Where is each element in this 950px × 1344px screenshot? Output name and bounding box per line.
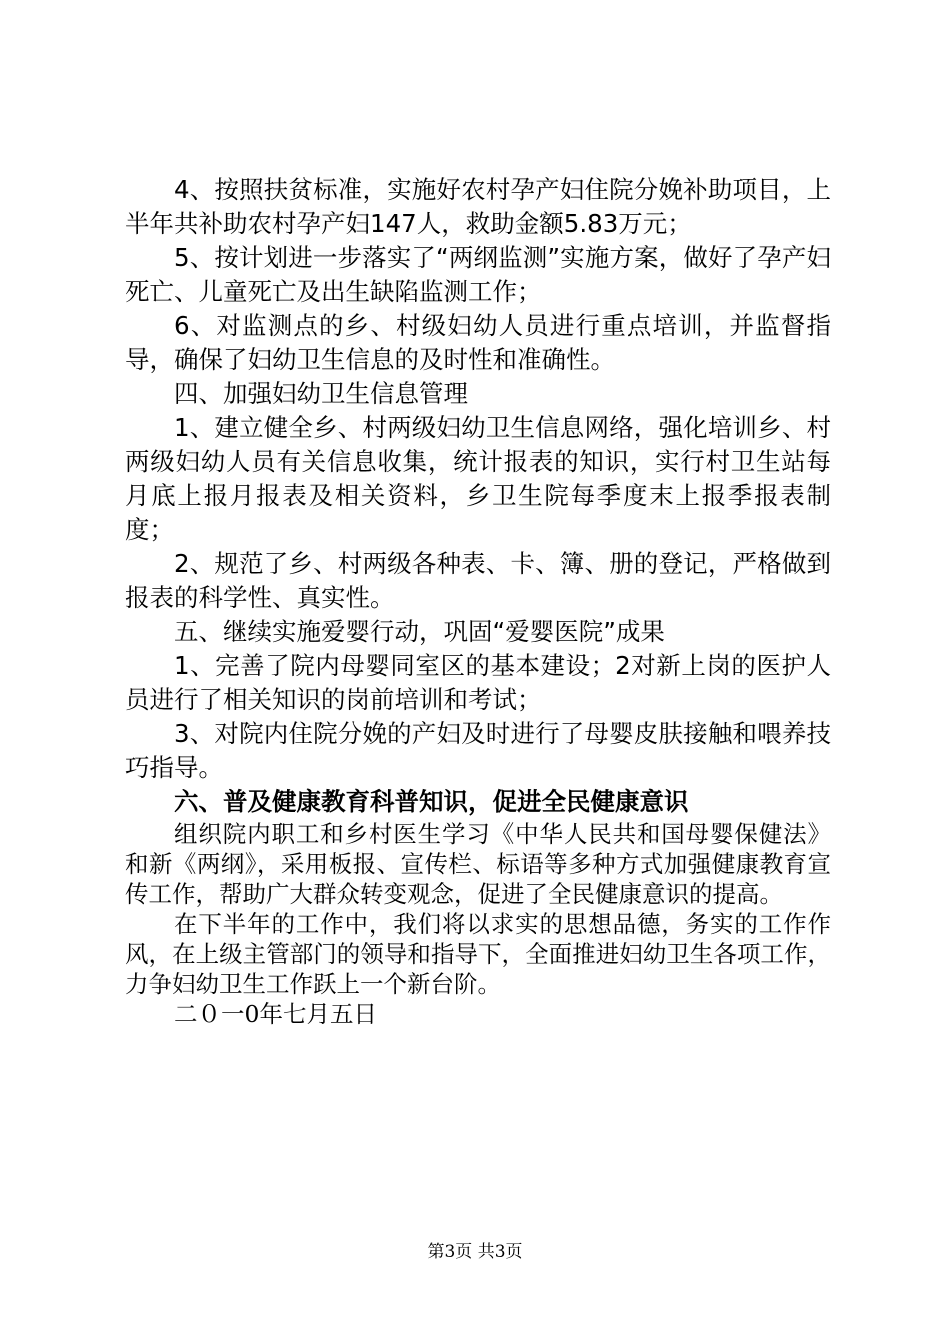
paragraph-closing: 在下半年的工作中，我们将以求实的思想品德，务实的工作作风，在上级主管部门的领导和指导下，全面推进妇幼卫生各项工作，力争妇幼卫生工作跃上一个新台阶。 xyxy=(125,910,831,998)
paragraph-section6-body: 组织院内职工和乡村医生学习《中华人民共和国母婴保健法》和新《两纲》，采用板报、宣传栏、标语等多种方式加强健康教育宣传工作，帮助广大群众转变观念，促进了全民健康意识的提高。 xyxy=(125,820,831,908)
section-heading-6: 六、普及健康教育科普知识，促进全民健康意识 xyxy=(174,787,689,816)
paragraph-section4-item-2: 2、规范了乡、村两级各种表、卡、簿、册的登记，严格做到报表的科学性、真实性。 xyxy=(125,549,831,612)
paragraph-item-4-subsidy: 4、按照扶贫标准，实施好农村孕产妇住院分娩补助项目，上半年共补助农村孕产妇147人，救助金额5.83万元； xyxy=(125,175,831,238)
paragraph-section5-item-1: 1、完善了院内母婴同室区的基本建设；2对新上岗的医护人员进行了相关知识的岗前培训和考试； xyxy=(125,651,831,714)
page-footer xyxy=(0,1242,950,1262)
document-body xyxy=(125,173,831,1029)
page-number-indicator: 第3页 共3页 xyxy=(427,1242,523,1262)
paragraph-item-5-monitoring: 5、按计划进一步落实了“两纲监测”实施方案，做好了孕产妇死亡、儿童死亡及出生缺陷监测工作； xyxy=(125,243,831,306)
paragraph-item-6-training: 6、对监测点的乡、村级妇幼人员进行重点培训，并监督指导，确保了妇幼卫生信息的及时性和准确性。 xyxy=(125,311,831,374)
paragraph-section5-item-3: 3、对院内住院分娩的产妇及时进行了母婴皮肤接触和喂养技巧指导。 xyxy=(125,719,831,782)
section-heading-5: 五、继续实施爱婴行动，巩固“爱婴医院”成果 xyxy=(174,617,665,646)
section-heading-4: 四、加强妇幼卫生信息管理 xyxy=(174,379,468,408)
document-date: 二０一0年七月五日 xyxy=(174,1000,377,1028)
paragraph-section4-item-1: 1、建立健全乡、村两级妇幼卫生信息网络，强化培训乡、村两级妇幼人员有关信息收集，统计报表的知识，实行村卫生站每月底上报月报表及相关资料，乡卫生院每季度末上报季报表制度； xyxy=(125,413,831,544)
